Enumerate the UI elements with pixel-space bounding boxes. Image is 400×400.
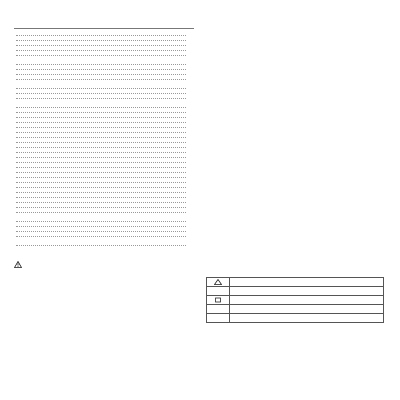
item-number — [206, 111, 220, 121]
toc-leader-dots — [16, 98, 186, 99]
item-text — [220, 153, 384, 163]
toc-leader-dots — [16, 167, 186, 168]
section-1-paragraph — [14, 290, 194, 305]
numbered-item — [206, 69, 384, 79]
toc-entry — [14, 76, 194, 81]
toc-leader-dots — [16, 152, 186, 153]
symbol-description — [230, 314, 384, 323]
toc-group — [14, 218, 194, 238]
numbered-item — [206, 237, 384, 247]
item-number — [206, 18, 220, 28]
symbol-cell — [207, 296, 230, 305]
item-text — [220, 125, 384, 135]
toc-leader-dots — [16, 231, 186, 232]
numbered-item — [206, 181, 384, 191]
symbol-description — [230, 287, 384, 296]
numbered-item — [206, 167, 384, 177]
numbered-item — [206, 18, 384, 28]
toc-leader-dots — [16, 122, 186, 123]
toc-leader-dots — [16, 147, 186, 148]
symbol-cell — [207, 314, 230, 323]
toc-leader-dots — [16, 88, 186, 89]
numbered-item — [206, 83, 384, 93]
section-1-paragraph — [14, 309, 194, 319]
warning-triangle-icon — [214, 279, 222, 285]
numbered-item — [206, 139, 384, 149]
numbered-item — [206, 46, 384, 56]
toc-rule — [14, 28, 194, 29]
item-number — [206, 251, 220, 261]
item-number — [206, 209, 220, 219]
toc-entry — [14, 52, 194, 57]
item-text — [220, 251, 384, 261]
toc-leader-dots — [16, 142, 186, 143]
toc-leader-dots — [16, 107, 186, 108]
item-text — [220, 223, 384, 233]
toc-entry — [14, 209, 194, 214]
symbol-description — [230, 278, 384, 287]
warning-triangle-icon — [14, 261, 22, 268]
toc-leader-dots — [16, 182, 186, 183]
item-text — [220, 83, 384, 93]
numbered-item — [206, 97, 384, 107]
item-text — [220, 111, 384, 121]
toc-leader-dots — [16, 93, 186, 94]
toc-group — [14, 104, 194, 214]
item-text — [220, 69, 384, 79]
numbered-item — [206, 209, 384, 219]
numbered-item — [206, 111, 384, 121]
toc-leader-dots — [16, 112, 186, 113]
numbered-item — [206, 251, 384, 261]
symbol-cell — [207, 287, 230, 296]
item-number — [206, 46, 220, 56]
toc-leader-dots — [16, 245, 186, 246]
toc-leader-dots — [16, 64, 186, 65]
toc-leader-dots — [16, 192, 186, 193]
toc-leader-dots — [16, 177, 186, 178]
symbols-row — [207, 287, 384, 296]
toc-leader-dots — [16, 117, 186, 118]
numbered-item — [206, 223, 384, 233]
toc-leader-dots — [16, 79, 186, 80]
item-number — [206, 97, 220, 107]
item-text — [220, 195, 384, 205]
toc-leader-dots — [16, 212, 186, 213]
toc-leader-dots — [16, 40, 186, 41]
square-icon — [214, 297, 222, 303]
item-number — [206, 167, 220, 177]
numbered-items-top — [206, 18, 384, 56]
toc-group — [14, 242, 194, 247]
toc-leader-dots — [16, 127, 186, 128]
toc-leader-dots — [16, 69, 186, 70]
toc-group — [14, 32, 194, 57]
toc-leader-dots — [16, 162, 186, 163]
item-text — [220, 97, 384, 107]
symbols-row — [207, 296, 384, 305]
item-number — [206, 83, 220, 93]
symbols-row — [207, 278, 384, 287]
numbered-item — [206, 32, 384, 42]
table-of-contents — [14, 32, 194, 247]
toc-leader-dots — [16, 50, 186, 51]
item-text — [220, 209, 384, 219]
toc-leader-dots — [16, 132, 186, 133]
toc-leader-dots — [16, 187, 186, 188]
item-text — [220, 167, 384, 177]
numbered-item — [206, 153, 384, 163]
item-text — [220, 139, 384, 149]
toc-leader-dots — [16, 35, 186, 36]
toc-leader-dots — [16, 236, 186, 237]
toc-leader-dots — [16, 202, 186, 203]
symbol-cell — [207, 305, 230, 314]
section-1-paragraph — [14, 271, 194, 286]
toc-leader-dots — [16, 207, 186, 208]
item-text — [220, 32, 384, 42]
item-number — [206, 32, 220, 42]
numbered-item — [206, 125, 384, 135]
toc-leader-dots — [16, 172, 186, 173]
symbol-description — [230, 296, 384, 305]
section-1-heading — [14, 251, 194, 260]
symbols-heading — [206, 265, 384, 274]
right-column — [206, 18, 384, 323]
item-number — [206, 69, 220, 79]
symbol-description — [230, 305, 384, 314]
item-text — [220, 46, 384, 56]
toc-entry — [14, 95, 194, 100]
left-column — [14, 18, 194, 323]
item-number — [206, 181, 220, 191]
symbol-cell — [207, 278, 230, 287]
toc-entry — [14, 233, 194, 238]
toc-leader-dots — [16, 197, 186, 198]
toc-leader-dots — [16, 55, 186, 56]
toc-leader-dots — [16, 221, 186, 222]
toc-group — [14, 85, 194, 100]
numbered-item — [206, 195, 384, 205]
toc-leader-dots — [16, 74, 186, 75]
item-number — [206, 125, 220, 135]
item-number — [206, 153, 220, 163]
item-number — [206, 139, 220, 149]
item-text — [220, 237, 384, 247]
warning-subheading — [14, 260, 194, 268]
item-text — [220, 181, 384, 191]
symbols-row — [207, 314, 384, 323]
item-number — [206, 237, 220, 247]
toc-entry — [14, 242, 194, 247]
numbered-items — [206, 69, 384, 261]
toc-leader-dots — [16, 226, 186, 227]
toc-leader-dots — [16, 137, 186, 138]
toc-leader-dots — [16, 45, 186, 46]
toc-title — [14, 18, 194, 26]
item-number — [206, 223, 220, 233]
item-text — [220, 18, 384, 28]
symbols-row — [207, 305, 384, 314]
toc-leader-dots — [16, 157, 186, 158]
symbols-table — [206, 277, 384, 323]
toc-group — [14, 61, 194, 81]
item-number — [206, 195, 220, 205]
section-right-heading — [206, 60, 384, 69]
